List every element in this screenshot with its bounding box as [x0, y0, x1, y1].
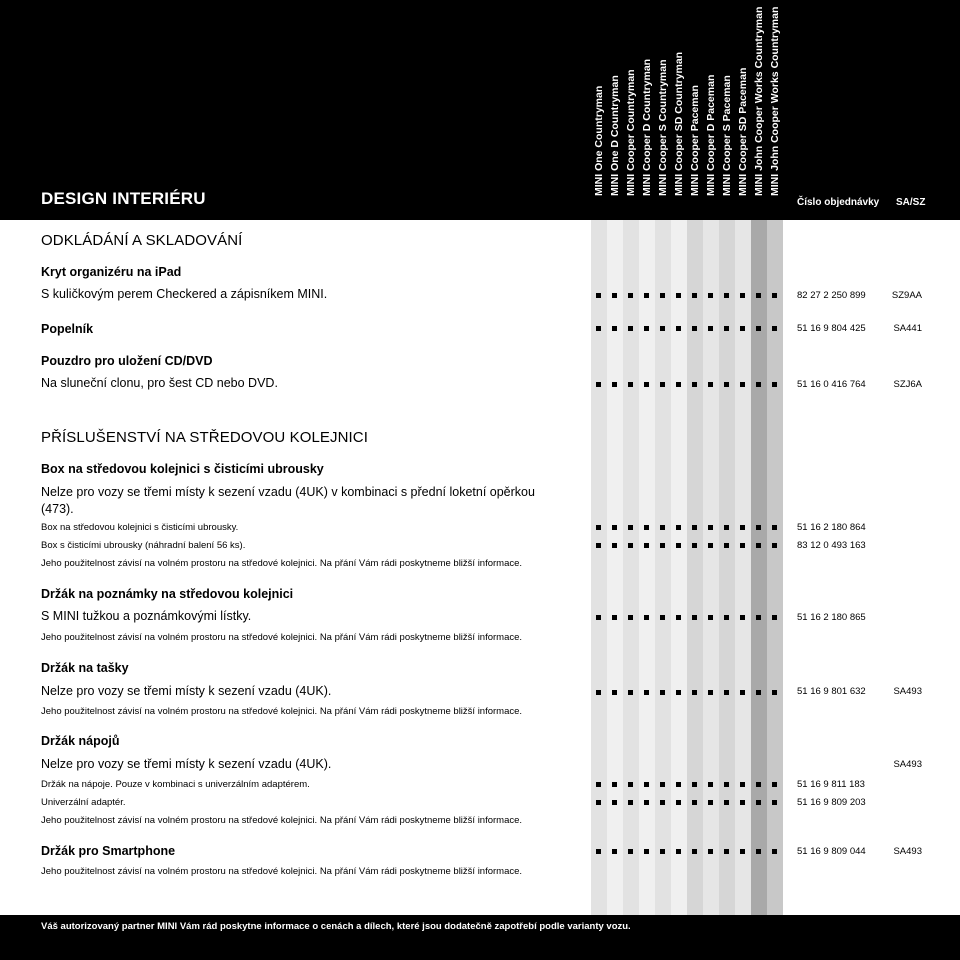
availability-dot: [644, 293, 649, 298]
availability-dot: [612, 690, 617, 695]
order-number: 51 16 9 809 203: [797, 797, 866, 808]
availability-dot: [612, 293, 617, 298]
availability-dot: [596, 800, 601, 805]
availability-dot: [628, 293, 633, 298]
availability-dot: [660, 293, 665, 298]
availability-dot: [756, 326, 761, 331]
availability-dot: [724, 543, 729, 548]
availability-dot: [772, 293, 777, 298]
availability-dot: [756, 293, 761, 298]
availability-dot: [708, 326, 713, 331]
availability-dot: [756, 800, 761, 805]
order-number: 51 16 2 180 864: [797, 522, 866, 533]
order-number: 51 16 9 811 183: [797, 779, 865, 790]
stripe: [703, 220, 719, 915]
availability-dot: [612, 800, 617, 805]
sa-code: SA493: [893, 846, 922, 857]
item-desc-wipes-box: Nelze pro vozy se třemi místy k sezení vzadu (4UK) v kombinaci s přední loketní opěrkou: [41, 485, 535, 499]
availability-dot: [660, 800, 665, 805]
section-title-rail: PŘÍSLUŠENSTVÍ NA STŘEDOVOU KOLEJNICI: [41, 429, 369, 446]
item-title-phone: Držák pro Smartphone: [41, 844, 176, 858]
availability-dot: [612, 849, 617, 854]
sa-code: SA441: [893, 323, 922, 334]
availability-dot: [740, 543, 745, 548]
availability-dot: [692, 782, 697, 787]
sa-code: SA493: [893, 686, 922, 697]
item-desc-wipes-box-cont: (473).: [41, 502, 74, 516]
availability-dot: [596, 293, 601, 298]
model-header: MINI Cooper S Countryman: [657, 59, 669, 196]
availability-dot: [772, 525, 777, 530]
availability-dot: [612, 543, 617, 548]
sa-code: SZJ6A: [893, 379, 922, 390]
availability-dot: [708, 615, 713, 620]
availability-dot: [612, 326, 617, 331]
availability-dot: [660, 525, 665, 530]
availability-note: Jeho použitelnost závisí na volném prostoru na středové kolejnici. Na přání Vám rádi poskytneme bližší informace.: [41, 866, 523, 877]
availability-dot: [772, 800, 777, 805]
availability-dot: [724, 382, 729, 387]
stripe: [671, 220, 687, 915]
availability-dot: [596, 782, 601, 787]
availability-dot: [756, 782, 761, 787]
order-number: 83 12 0 493 163: [797, 540, 866, 551]
model-header: MINI Cooper Paceman: [689, 85, 701, 196]
availability-dot: [628, 800, 633, 805]
item-title-notes: Držák na poznámky na středovou kolejnici: [41, 587, 294, 601]
model-header: MINI Cooper SD Paceman: [737, 67, 749, 196]
sa-code: SA493: [893, 759, 922, 770]
availability-dot: [740, 690, 745, 695]
model-header: MINI John Cooper Works Countryman: [769, 6, 781, 196]
order-number: 51 16 9 804 425: [797, 323, 866, 334]
stripe: [623, 220, 639, 915]
availability-dot: [676, 615, 681, 620]
sub-item: Box s čisticími ubrousky (náhradní balení 56 ks).: [41, 540, 246, 551]
availability-dot: [628, 543, 633, 548]
model-header: MINI Cooper Countryman: [625, 69, 637, 196]
availability-dot: [772, 615, 777, 620]
availability-dot: [772, 690, 777, 695]
footer-text: Váš autorizovaný partner MINI Vám rád poskytne informace o cenách a dílech, které jsou dodatečně zapotřebí podle varianty vozu.: [41, 921, 631, 932]
availability-dot: [740, 782, 745, 787]
availability-note: Jeho použitelnost závisí na volném prostoru na středové kolejnici. Na přání Vám rádi poskytneme bližší informace.: [41, 558, 523, 569]
model-header: MINI Cooper D Countryman: [641, 58, 653, 196]
availability-dot: [724, 849, 729, 854]
availability-dot: [660, 615, 665, 620]
availability-dot: [596, 615, 601, 620]
item-title-drinks: Držák nápojů: [41, 734, 120, 748]
availability-dot: [724, 525, 729, 530]
item-desc-bags: Nelze pro vozy se třemi místy k sezení vzadu (4UK).: [41, 684, 332, 698]
availability-note: Jeho použitelnost závisí na volném prostoru na středové kolejnici. Na přání Vám rádi poskytneme bližší informace.: [41, 815, 523, 826]
model-header: MINI One D Countryman: [609, 75, 621, 196]
item-desc-drinks: Nelze pro vozy se třemi místy k sezení vzadu (4UK).: [41, 757, 332, 771]
availability-dot: [612, 525, 617, 530]
availability-dot: [628, 690, 633, 695]
item-title-ipad: Kryt organizéru na iPad: [41, 265, 182, 279]
availability-dot: [708, 293, 713, 298]
availability-dot: [740, 800, 745, 805]
availability-dot: [660, 690, 665, 695]
stripe: [751, 220, 767, 915]
availability-dot: [676, 326, 681, 331]
availability-dot: [676, 782, 681, 787]
availability-dot: [628, 382, 633, 387]
availability-dot: [660, 382, 665, 387]
availability-dot: [644, 543, 649, 548]
section-title-storage: ODKLÁDÁNÍ A SKLADOVÁNÍ: [41, 232, 243, 249]
availability-dot: [692, 800, 697, 805]
item-title-bags: Držák na tašky: [41, 661, 129, 675]
availability-dot: [740, 326, 745, 331]
availability-dot: [644, 800, 649, 805]
availability-dot: [612, 782, 617, 787]
availability-dot: [628, 615, 633, 620]
availability-dot: [772, 382, 777, 387]
availability-dot: [708, 382, 713, 387]
item-title-ashtray: Popelník: [41, 322, 94, 336]
availability-dot: [596, 326, 601, 331]
availability-dot: [676, 543, 681, 548]
model-header: MINI Cooper D Paceman: [705, 74, 717, 196]
item-title-wipes-box: Box na středovou kolejnici s čisticími ubrousky: [41, 462, 324, 476]
sub-item: Univerzální adaptér.: [41, 797, 126, 808]
model-header: MINI John Cooper Works Countryman: [753, 6, 765, 196]
availability-dot: [676, 525, 681, 530]
availability-note: Jeho použitelnost závisí na volném prostoru na středové kolejnici. Na přání Vám rádi poskytneme bližší informace.: [41, 632, 523, 643]
availability-dot: [596, 849, 601, 854]
model-header: MINI Cooper S Paceman: [721, 75, 733, 196]
availability-dot: [708, 849, 713, 854]
availability-dot: [612, 615, 617, 620]
item-desc-notes: S MINI tužkou a poznámkovými lístky.: [41, 609, 252, 623]
availability-dot: [596, 382, 601, 387]
availability-dot: [660, 326, 665, 331]
availability-dot: [724, 293, 729, 298]
availability-dot: [772, 782, 777, 787]
availability-dot: [644, 782, 649, 787]
availability-dot: [724, 615, 729, 620]
availability-dot: [644, 326, 649, 331]
availability-dot: [628, 849, 633, 854]
item-title-cd: Pouzdro pro uložení CD/DVD: [41, 354, 213, 368]
order-number: 51 16 2 180 865: [797, 612, 866, 623]
availability-dot: [676, 382, 681, 387]
availability-dot: [756, 543, 761, 548]
availability-dot: [740, 525, 745, 530]
availability-dot: [676, 800, 681, 805]
availability-dot: [676, 849, 681, 854]
header-bar: [0, 0, 960, 220]
availability-dot: [740, 615, 745, 620]
stripe: [767, 220, 783, 915]
availability-dot: [740, 382, 745, 387]
availability-dot: [660, 849, 665, 854]
availability-dot: [676, 690, 681, 695]
availability-dot: [660, 543, 665, 548]
availability-dot: [740, 293, 745, 298]
availability-dot: [644, 525, 649, 530]
availability-dot: [628, 326, 633, 331]
order-number-header: Číslo objednávky: [797, 197, 880, 208]
availability-dot: [676, 293, 681, 298]
availability-dot: [644, 690, 649, 695]
availability-dot: [724, 326, 729, 331]
availability-dot: [724, 800, 729, 805]
availability-dot: [660, 782, 665, 787]
page-title: DESIGN INTERIÉRU: [41, 189, 206, 208]
availability-dot: [708, 800, 713, 805]
availability-dot: [756, 382, 761, 387]
order-number: 82 27 2 250 899: [797, 290, 866, 301]
availability-dot: [692, 525, 697, 530]
availability-dot: [756, 690, 761, 695]
availability-dot: [612, 382, 617, 387]
availability-dot: [708, 543, 713, 548]
stripe: [655, 220, 671, 915]
stripe: [735, 220, 751, 915]
stripe: [687, 220, 703, 915]
stripe: [639, 220, 655, 915]
availability-dot: [772, 543, 777, 548]
stripe: [719, 220, 735, 915]
availability-dot: [692, 690, 697, 695]
item-desc-ipad: S kuličkovým perem Checkered a zápisníkem MINI.: [41, 287, 328, 301]
availability-dot: [708, 782, 713, 787]
availability-dot: [724, 690, 729, 695]
sa-header: SA/SZ: [896, 197, 926, 208]
availability-dot: [628, 525, 633, 530]
order-number: 51 16 9 801 632: [797, 686, 866, 697]
availability-dot: [756, 615, 761, 620]
availability-dot: [692, 615, 697, 620]
item-desc-cd: Na sluneční clonu, pro šest CD nebo DVD.: [41, 376, 278, 390]
model-header: MINI Cooper SD Countryman: [673, 51, 685, 196]
order-number: 51 16 0 416 764: [797, 379, 866, 390]
availability-dot: [692, 382, 697, 387]
model-header: MINI One Countryman: [593, 85, 605, 196]
availability-dot: [740, 849, 745, 854]
availability-note: Jeho použitelnost závisí na volném prostoru na středové kolejnici. Na přání Vám rádi poskytneme bližší informace.: [41, 706, 523, 717]
availability-dot: [708, 525, 713, 530]
availability-dot: [692, 543, 697, 548]
order-number: 51 16 9 809 044: [797, 846, 866, 857]
availability-dot: [596, 543, 601, 548]
availability-dot: [724, 782, 729, 787]
availability-dot: [756, 525, 761, 530]
availability-dot: [692, 293, 697, 298]
availability-dot: [628, 782, 633, 787]
sub-item: Box na středovou kolejnici s čisticími ubrousky.: [41, 522, 239, 533]
availability-dot: [772, 326, 777, 331]
stripe: [591, 220, 607, 915]
availability-dot: [644, 382, 649, 387]
stripe: [607, 220, 623, 915]
sa-code: SZ9AA: [891, 290, 922, 301]
availability-dot: [756, 849, 761, 854]
availability-dot: [772, 849, 777, 854]
availability-dot: [596, 525, 601, 530]
availability-dot: [708, 690, 713, 695]
availability-dot: [644, 849, 649, 854]
availability-dot: [692, 326, 697, 331]
availability-dot: [644, 615, 649, 620]
availability-dot: [596, 690, 601, 695]
availability-dot: [692, 849, 697, 854]
sub-item: Držák na nápoje. Pouze v kombinaci s univerzálním adaptérem.: [41, 779, 310, 790]
